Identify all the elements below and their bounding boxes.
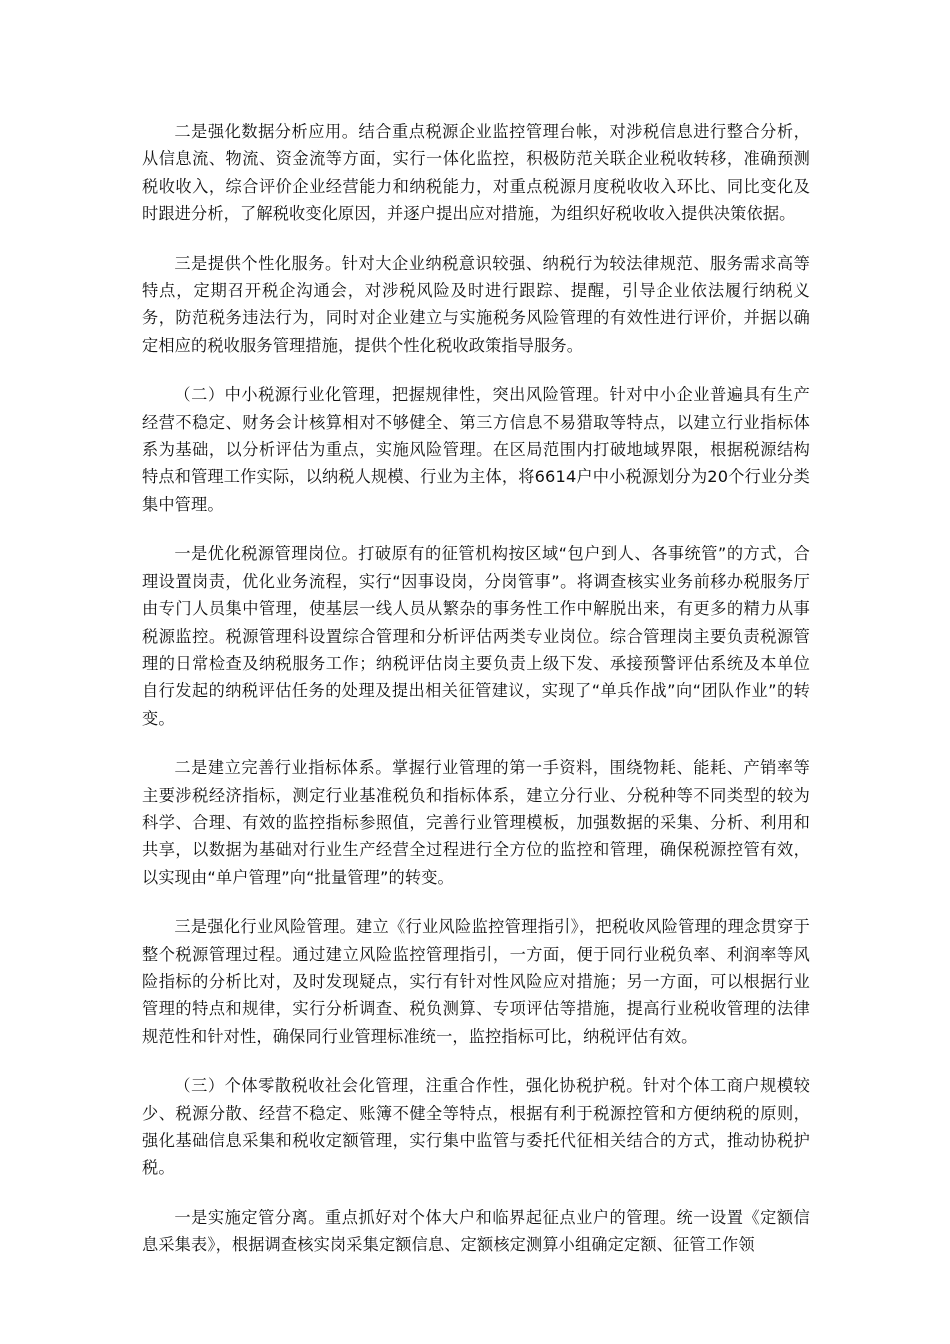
paragraph-data-analysis: 二是强化数据分析应用。结合重点税源企业监控管理台帐，对涉税信息进行整合分析，从信息流、物流、资金流等方面，实行一体化监控，积极防范关联企业税收转移，准确预测税收收入，综合评价企业经营能力和纳税能力，对重点税源月度税收收入环比、同比变化及时跟进分析，了解税收变化原因，并逐户提出应对措施，为组织好税收收入提供决策依据。: [142, 122, 810, 224]
document-body: [142, 118, 810, 1281]
paragraph-section-three-heading: （三）个体零散税收社会化管理，注重合作性，强化协税护税。针对个体工商户规模较少、税源分散、经营不稳定、账簿不健全等特点，根据有利于税源控管和方便纳税的原则，强化基础信息采集和税收定额管理，实行集中监管与委托代征相关结合的方式，推动协税护税。: [142, 1076, 810, 1178]
paragraph-optimize-posts: 一是优化税源管理岗位。打破原有的征管机构按区域“包户到人、各事统管”的方式，合理设置岗责，优化业务流程，实行“因事设岗，分岗管事”。将调查核实业务前移办税服务厅由专门人员集中管理，使基层一线人员从繁杂的事务性工作中解脱出来，有更多的精力从事税源监控。税源管理科设置综合管理和分析评估两类专业岗位。综合管理岗主要负责税源管理的日常检查及纳税服务工作；纳税评估岗主要负责上级下发、承接预警评估系统及本单位自行发起的纳税评估任务的处理及提出相关征管建议，实现了“单兵作战”向“团队作业”的转变。: [142, 544, 810, 728]
paragraph-industry-risk: 三是强化行业风险管理。建立《行业风险监控管理指引》，把税收风险管理的理念贯穿于整个税源管理过程。通过建立风险监控管理指引，一方面，便于同行业税负率、利润率等风险指标的分析比对，及时发现疑点，实行有针对性风险应对措施；另一方面，可以根据行业管理的特点和规律，实行分析调查、税负测算、专项评估等措施，提高行业税收管理的法律规范性和针对性，确保同行业管理标准统一，监控指标可比，纳税评估有效。: [142, 917, 810, 1046]
paragraph-section-two-heading: （二）中小税源行业化管理，把握规律性，突出风险管理。针对中小企业普遍具有生产经营不稳定、财务会计核算相对不够健全、第三方信息不易猎取等特点，以建立行业指标体系为基础，以分析评估为重点，实施风险管理。在区局范围内打破地域界限，根据税源结构特点和管理工作实际，以纳税人规模、行业为主体，将6614户中小税源划分为20个行业分类集中管理。: [142, 385, 810, 514]
paragraph-personalized-service: 三是提供个性化服务。针对大企业纳税意识较强、纳税行为较法律规范、服务需求高等特点，定期召开税企沟通会，对涉税风险及时进行跟踪、提醒，引导企业依法履行纳税义务，防范税务违法行为，同时对企业建立与实施税务风险管理的有效性进行评价，并据以确定相应的税收服务管理措施，提供个性化税收政策指导服务。: [142, 253, 810, 355]
paragraph-industry-indicators: 二是建立完善行业指标体系。掌握行业管理的第一手资料，围绕物耗、能耗、产销率等主要涉税经济指标，测定行业基准税负和指标体系，建立分行业、分税种等不同类型的较为科学、合理、有效的监控指标参照值，完善行业管理模板，加强数据的采集、分析、利用和共享，以数据为基础对行业生产经营全过程进行全方位的监控和管理，确保税源控管有效，以实现由“单户管理”向“批量管理”的转变。: [142, 758, 810, 887]
paragraph-separate-management: 一是实施定管分离。重点抓好对个体大户和临界起征点业户的管理。统一设置《定额信息采集表》，根据调查核实岗采集定额信息、定额核定测算小组确定定额、征管工作领: [142, 1207, 810, 1255]
